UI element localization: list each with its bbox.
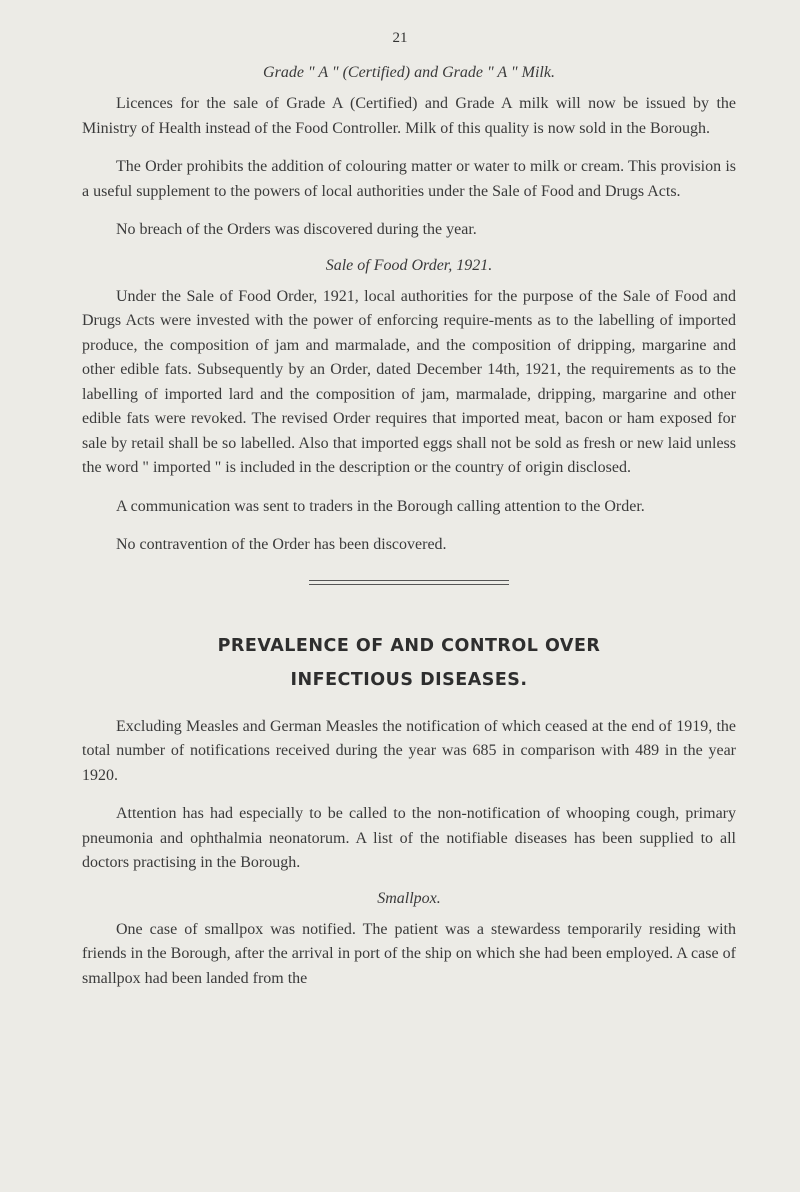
diseases-heading-line-1: PREVALENCE OF AND CONTROL OVER [217, 635, 601, 656]
page-number: 21 [392, 30, 408, 46]
milk-paragraph-1: Licences for the sale of Grade A (Certified) and Grade A milk will now be issued by the Ministry of Health instead of the Food Controller. Milk of this quality is now sold in the Borough. [82, 95, 736, 137]
milk-paragraph-3: No breach of the Orders was discovered during the year. [116, 221, 477, 238]
diseases-heading-line-2: INFECTIOUS DISEASES. [290, 669, 528, 690]
food-order-paragraph-2: A communication was sent to traders in the Borough calling attention to the Order. [116, 497, 645, 515]
food-order-heading: Sale of Food Order, 1921. [325, 256, 493, 274]
food-order-paragraph-3: No contravention of the Order has been discovered. [116, 536, 447, 553]
diseases-paragraph-2: Attention has had especially to be called to the non-notification of whooping cough, primary pneumonia and ophthalmia neonatorum. A list of the notifiable diseases has been supplied to all doctors practising in the Borough. [82, 805, 736, 871]
food-order-paragraph-1: Under the Sale of Food Order, 1921, local authorities for the purpose of the Sale of Food and Drugs Acts were invested with the power of enforcing require-ments as to the labelling of imported produce, the composition of jam and marmalade, and the composition of dripping, margarine and other edible fats. Subsequently by an Order, dated December 14th, 1921, the requirements as to the labelling of imported lard and the composition of jam, marmalade, dripping, margarine and other edible fats were revoked. The revised Order requires that imported meat, bacon or ham exposed for sale by retail shall be so labelled. Also that imported eggs shall not be sold as fresh or new laid unless the word " imported " is included in the description or the country of origin disclosed. [82, 287, 736, 476]
diseases-paragraph-1: Excluding Measles and German Measles the notification of which ceased at the end of 1919, the total number of notifications received during the year was 685 in comparison with 489 in the year 1920. [82, 717, 736, 784]
page-content [82, 64, 736, 1005]
milk-paragraph-2: The Order prohibits the addition of colouring matter or water to milk or cream. This provision is a useful supplement to the powers of local authorities under the Sale of Food and Drugs Acts. [82, 158, 736, 200]
smallpox-heading: Smallpox. [377, 889, 441, 907]
milk-heading: Grade " A " (Certified) and Grade " A " Milk. [263, 64, 555, 81]
section-divider [309, 580, 509, 585]
smallpox-paragraph-1: One case of smallpox was notified. The patient was a stewardess temporarily residing with friends in the Borough, after the arrival in port of the ship on which she had been employed. A case of smallpox had been landed from the [82, 920, 736, 987]
diseases-heading [82, 629, 736, 697]
